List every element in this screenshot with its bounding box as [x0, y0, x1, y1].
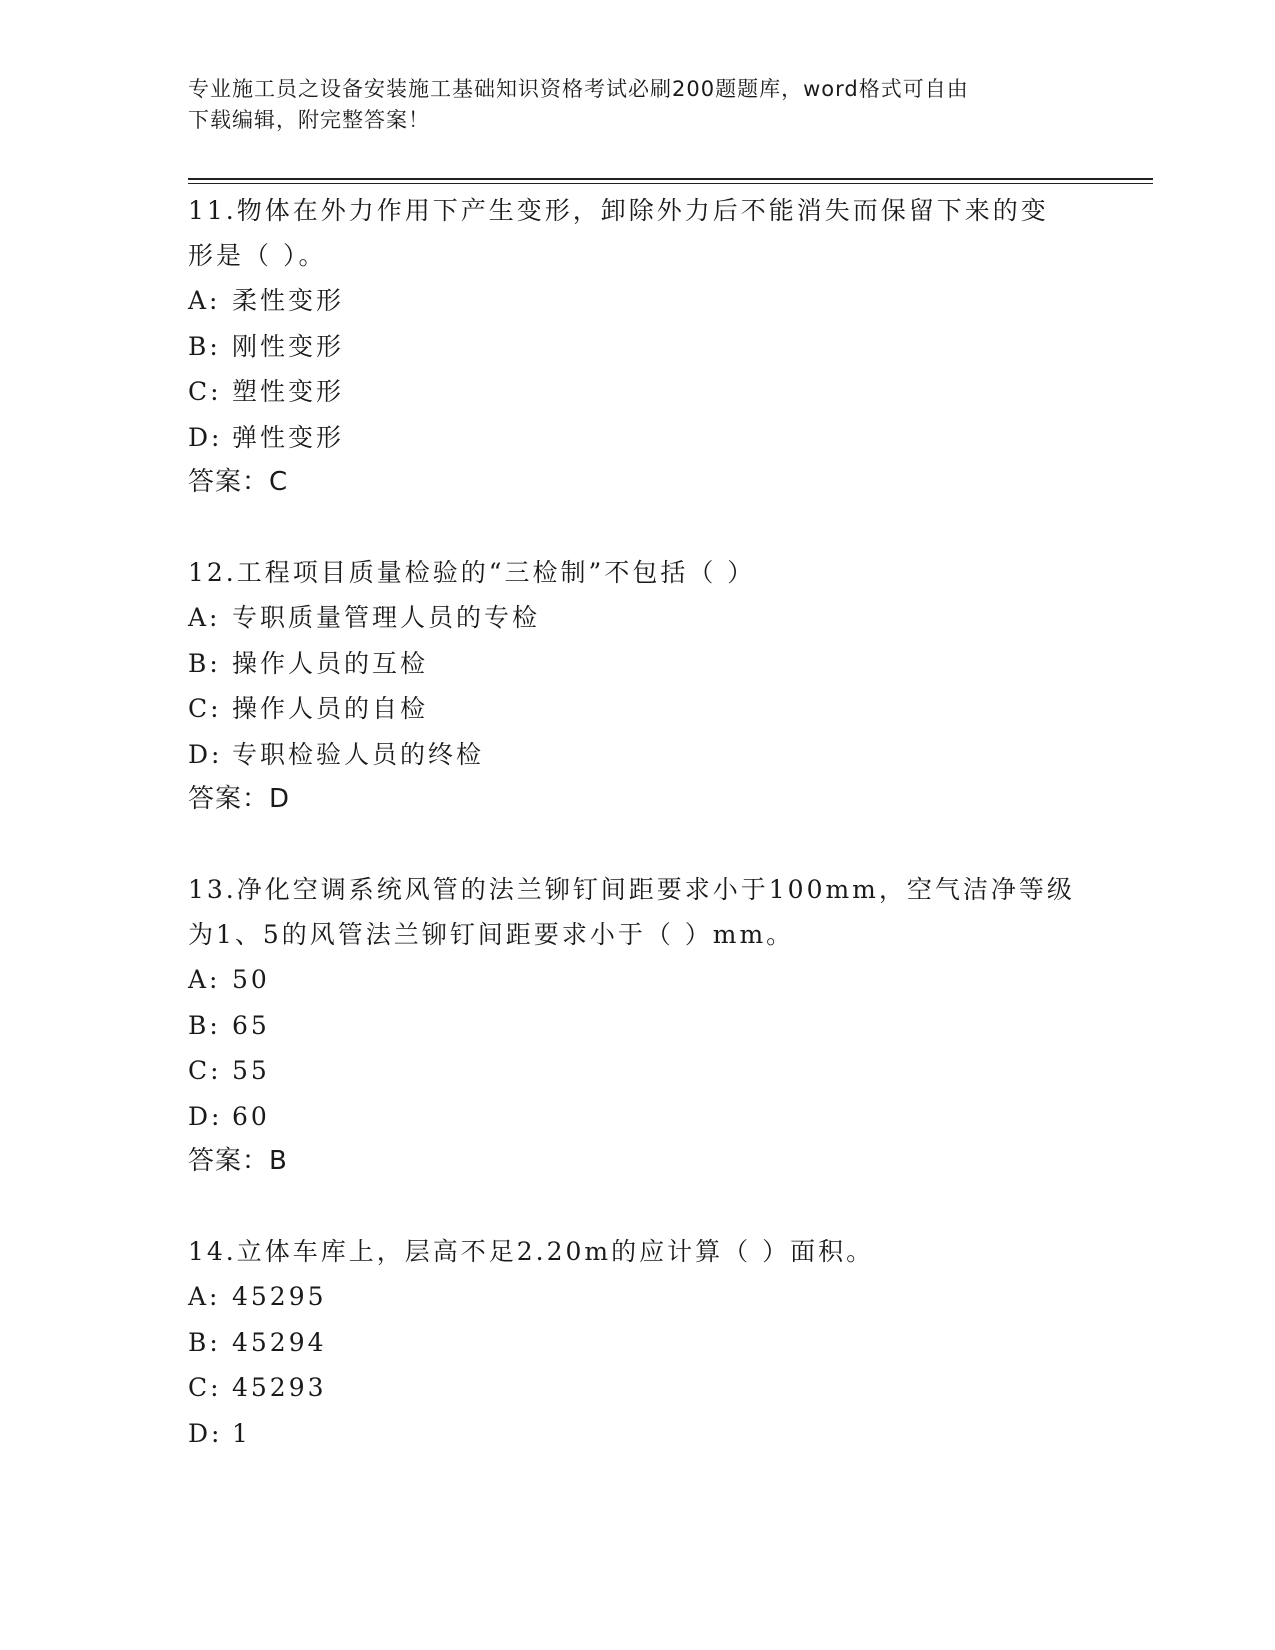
option-d: [188, 1411, 1088, 1457]
header-line-2: 下载编辑，附完整答案！: [188, 108, 430, 132]
question-stem-line: 12.工程项目质量检验的“三检制”不包括（ ）: [188, 558, 756, 587]
option-letter: D:: [188, 1418, 223, 1448]
option-letter: B:: [188, 1010, 221, 1040]
option-c: [188, 686, 1088, 732]
document-header: [188, 74, 1088, 136]
option-b: [188, 641, 1088, 687]
question-stem-line: 14.立体车库上，层高不足2.20m的应计算（ ）面积。: [188, 1237, 875, 1266]
question-stem-line: 11.物体在外力作用下产生变形，卸除外力后不能消失而保留下来的变: [188, 196, 1049, 225]
option-letter: A:: [188, 603, 221, 632]
answer-line: 答案：C: [188, 467, 289, 497]
header-divider-thin: [188, 183, 1153, 184]
question-stem-line: 为1、5的风管法兰铆钉间距要求小于（ ）mm。: [188, 920, 795, 949]
option-letter: C:: [188, 694, 222, 723]
option-text: 50: [232, 965, 270, 994]
option-a: [188, 957, 1088, 1003]
option-b: [188, 324, 1088, 370]
option-text: 45295: [232, 1282, 327, 1311]
option-a: [188, 278, 1088, 324]
option-text: 专职检验人员的终检: [232, 739, 485, 769]
question-11: [188, 188, 1088, 505]
question-list: [188, 188, 1088, 1501]
question-stem: [188, 550, 1088, 595]
option-a: [188, 1274, 1088, 1320]
question-stem-line: 形是（ ）。: [188, 241, 327, 270]
option-a: [188, 595, 1088, 641]
option-letter: A:: [188, 1282, 221, 1311]
option-text: 专职质量管理人员的专检: [232, 603, 541, 632]
option-letter: D:: [188, 422, 223, 452]
option-c: [188, 1365, 1088, 1411]
option-text: 60: [232, 1101, 270, 1131]
option-d: [188, 1094, 1088, 1140]
option-text: 塑性变形: [232, 377, 345, 406]
option-letter: B:: [188, 331, 221, 361]
option-d: [188, 415, 1088, 461]
header-line-1: 专业施工员之设备安装施工基础知识资格考试必刷200题题库，word格式可自由: [188, 77, 969, 101]
header-divider-thick: [188, 178, 1153, 180]
question-stem: [188, 1229, 1088, 1274]
option-letter: B:: [188, 648, 221, 678]
option-text: 65: [232, 1010, 270, 1040]
option-b: [188, 1320, 1088, 1366]
option-text: 55: [232, 1056, 270, 1085]
option-text: 操作人员的自检: [232, 694, 429, 723]
answer-line: 答案：B: [188, 1146, 288, 1176]
option-c: [188, 1048, 1088, 1094]
option-d: [188, 732, 1088, 778]
option-c: [188, 369, 1088, 415]
question-stem-line: 13.净化空调系统风管的法兰铆钉间距要求小于100mm，空气洁净等级: [188, 875, 1075, 904]
option-text: 操作人员的互检: [232, 648, 429, 678]
question-stem: [188, 188, 1088, 278]
option-text: 刚性变形: [232, 331, 345, 361]
option-letter: C:: [188, 1056, 222, 1085]
option-text: 弹性变形: [232, 422, 345, 452]
option-letter: A:: [188, 965, 221, 994]
option-text: 1: [232, 1418, 251, 1448]
option-letter: B:: [188, 1327, 221, 1357]
question-stem: [188, 867, 1088, 957]
option-b: [188, 1003, 1088, 1049]
option-text: 柔性变形: [232, 286, 345, 315]
option-letter: D:: [188, 739, 223, 769]
answer-line: 答案：D: [188, 784, 291, 814]
question-14: [188, 1229, 1088, 1456]
option-text: 45293: [232, 1373, 327, 1402]
option-letter: A:: [188, 286, 221, 315]
option-letter: C:: [188, 377, 222, 406]
question-12: [188, 550, 1088, 822]
question-13: [188, 867, 1088, 1184]
option-letter: D:: [188, 1101, 223, 1131]
option-letter: C:: [188, 1373, 222, 1402]
option-text: 45294: [232, 1327, 327, 1357]
